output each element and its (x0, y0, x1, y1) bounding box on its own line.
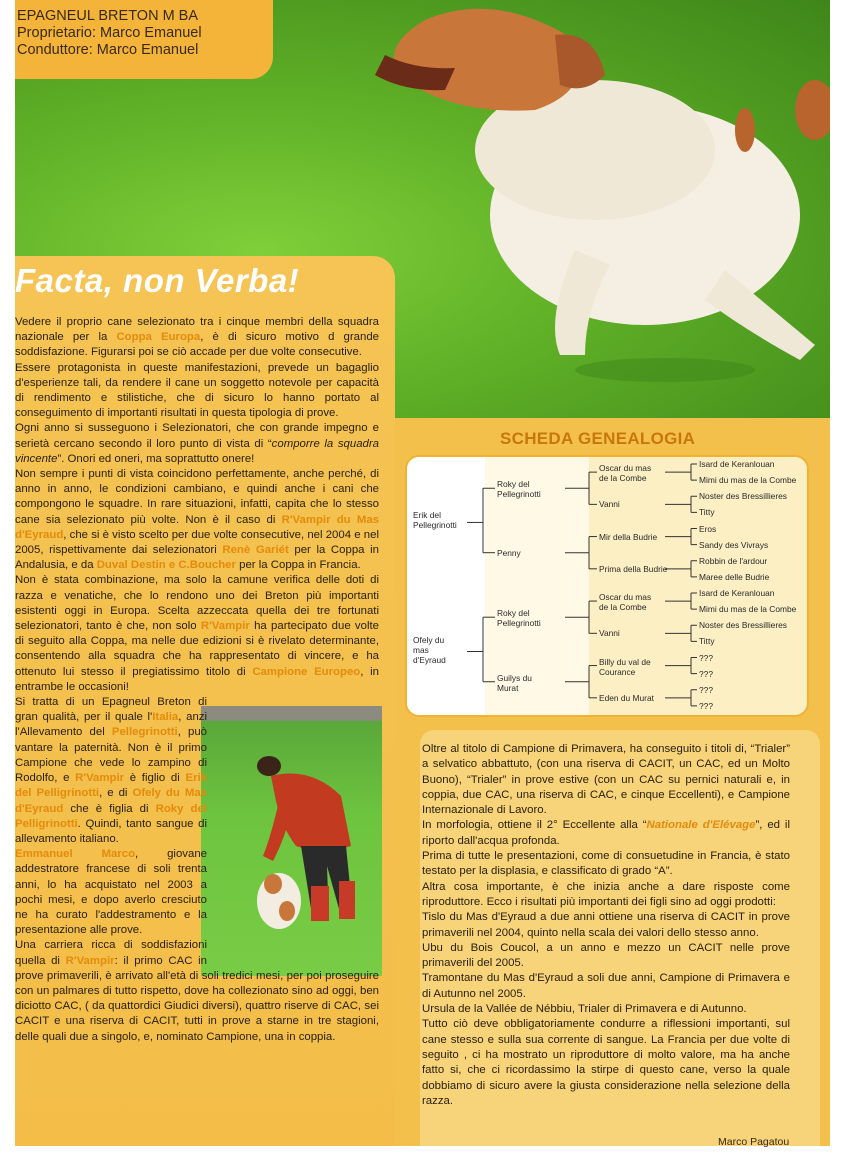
pedigree-name: Noster des Bressillieres (699, 491, 787, 502)
highlighted-name: Nationale d'Elévage (646, 819, 756, 832)
paragraph-text: Tutto ciò deve obbligatoriamente condurre a riflessioni importanti, sul cane stesso e sulla sua corrente di sangue. La Francia per due volte di seguito , ci ha mostrato un riproduttore di molto valore, ma ha anche fatto si, che ci ricordassimo la stirpe di questo cane, verso la quale dobbiamo di sicuro avere la giusta considerazione nella selezione della razza. (422, 1018, 790, 1107)
highlighted-name: Renè Gariét (222, 544, 289, 557)
pedigree-name: Vanni (599, 628, 620, 639)
pedigree-name: Mimi du mas de la Combe (699, 604, 797, 615)
paragraph-text: per la Coppa in Andalusia, e da (15, 544, 379, 572)
paragraph-text: per la Coppa in Francia. (235, 559, 361, 572)
paragraph-text: Altra cosa importante, è che inizia anche a dare risposte come riproduttore. Ecco i risultati più importanti dei figli sino ad oggi prodotti: (422, 880, 790, 908)
pedigree-name: Noster des Bressillieres (699, 620, 787, 631)
pedigree-name: Sandy des Vivrays (699, 539, 769, 550)
highlighted-name: Erik del Pelligrinotti (15, 772, 207, 800)
paragraph-text: Prima di tutte le presentazioni, come di consuetudine in Francia, è stato testato per la displasia, e classificato di grado “A”. (422, 850, 790, 878)
pedigree-name: Prima della Budrie (599, 563, 668, 574)
highlighted-name: Roky del Pelligrinotti (15, 802, 207, 830)
article-paragraph (15, 315, 379, 361)
paragraph-text: Una carriera ricca di soddisfazioni quella di (15, 939, 207, 967)
highlighted-name: R'Vampir (65, 954, 115, 967)
dog-breed-line: EPAGNEUL BRETON M BA (17, 8, 199, 24)
paragraph-text: Oltre al titolo di Campione di Primavera, ha conseguito i titoli di, “Trialer” a selvatico abbattuto, (con una riserva di CACIT, un CAC, ed un Molto Buono), “Trialer” in prove estive (con un CAC su pernici naturali e, in coppia, due CAC, una riserva di CAC, e cinque Eccellenti), e Campione Internazionale di Lavoro. (422, 743, 790, 817)
pedigree-name: ??? (699, 668, 713, 679)
pedigree-name: Titty (699, 507, 715, 518)
pedigree-name: Vanni (599, 499, 620, 510)
pedigree-name: Mimi du mas de la Combe (699, 475, 797, 486)
article-paragraph (15, 467, 379, 573)
results-paragraph (422, 742, 790, 818)
highlighted-name: Pellegrinotti (111, 726, 178, 739)
paragraph-text: è figlio di (124, 772, 186, 785)
pedigree-chart (405, 455, 809, 717)
paragraph-text: comporre la squadra vincente (15, 437, 380, 465)
results-paragraph (422, 971, 790, 1002)
pedigree-name: Oscar du mas de la Combe (599, 592, 652, 613)
pedigree-name: Ofely du mas d'Eyraud (413, 635, 446, 666)
paragraph-text: ”. Onori ed oneri, ma soprattutto onere! (57, 452, 255, 465)
pedigree-name: Mir della Budrie (599, 531, 658, 542)
pedigree-name: ??? (699, 652, 713, 663)
highlighted-name: Duval Destin e C.Boucher (96, 559, 236, 572)
pedigree-name: Robbin de l'ardour (699, 555, 768, 566)
highlighted-name: Emmanuel Marco (15, 848, 136, 861)
pedigree-name: Isard de Keranlouan (699, 588, 775, 598)
pedigree-name: Roky del Pellegrinotti (497, 608, 541, 629)
paragraph-text: , è di sicuro motivo d grande soddisfazione. Figurarsi poi se ciò accade per due volte consecutive. (15, 331, 380, 359)
paragraph-text: Tramontane du Mas d'Eyraud a soli due anni, Campione di Primavera e di Autunno nel 2005. (422, 972, 790, 1000)
paragraph-text: ”, ed il riporto dall'acqua profonda. (422, 819, 790, 847)
paragraph-text: , in entrambe le occasioni! (15, 665, 379, 693)
highlighted-name: Italia (152, 711, 179, 724)
article-paragraph (15, 361, 379, 422)
paragraph-text: . Quindi, tanto sangue di allevamento italiano. (15, 817, 207, 845)
paragraph-text: , che si è visto scelto per due volte consecutive, nel 2004 e nel 2005, rispettivamente dai selezionatori (15, 528, 379, 557)
genealogy-heading: SCHEDA GENEALOGIA (500, 429, 696, 448)
paragraph-text: , e di (99, 787, 133, 800)
pedigree-name: Oscar du mas de la Combe (599, 463, 652, 484)
photo-float-spacer (207, 691, 379, 961)
pedigree-name: Eros (699, 523, 717, 534)
pedigree-name: Roky del Pellegrinotti (497, 479, 541, 500)
dog-info-box (15, 0, 273, 79)
pedigree-name: Isard de Keranlouan (699, 459, 775, 469)
results-paragraph (422, 1017, 790, 1109)
paragraph-text: Vedere il proprio cane selezionato tra i cinque membri della squadra nazionale per la (15, 316, 379, 344)
paragraph-text: Si tratta di un Epagneul Breton di gran qualità, per il quale l' (15, 696, 207, 724)
paragraph-text: , giovane addestratore francese di soli trenta anni, lo ha acquistato nel 2003 a pochi mesi, e dopo averlo cresciuto ne ha curato l'addestramento e la presentazione alle prove. (15, 848, 207, 937)
paragraph-text: Essere protagonista in queste manifestazioni, prevede un bagaglio d'esperienze tali, da rendere il cane un soggetto notevole per capacità di rendimento e stilistiche, che di sicuro lo hanno portato al conseguimento di importanti risultati in questa tipologia di prove. (15, 361, 379, 420)
paragraph-text: : il primo CAC in prove primaverili, è arrivato all'età di soli tredici mesi, per poi proseguire con un palmares di tutto rispetto, dove ha collezionato sino ad oggi, ben diciotto CAC, ( da quattordici Giudici diversi), quattro riserve di CAC, sei CACIT e una riserva di CACIT, tutti in prove a starne in tre stagioni, delle quali due a singolo, e, nominato Campione, una in coppia. (15, 954, 379, 1043)
results-paragraph (422, 910, 790, 941)
article-paragraph (15, 421, 379, 467)
handler-line: Conduttore: Marco Emanuel (17, 42, 199, 58)
pedigree-name: Penny (497, 547, 521, 558)
article-body (15, 315, 379, 1045)
paragraph-text: Non è stata combinazione, ma solo la camune verifica delle doti di razza e venatiche, che lo rendono uno dei Breton più importanti esistenti oggi in Europa. Scelta azzeccata quella dei tre fortunati selezionatori, tanto è che, non solo (15, 574, 379, 633)
pedigree-name: Erik del Pellegrinotti (413, 510, 457, 531)
results-paragraph (422, 941, 790, 972)
pedigree-name: ??? (699, 684, 713, 695)
paragraph-text: che è figlia di (63, 802, 156, 815)
paragraph-text: ha partecipato due volte di seguito alla Coppa, ma nelle due edizioni si è rivelato determinante, consentendo alla squadra che ha rappresentato di vincere, e ha ottenuto lui stesso il pregiatissimo titolo di (15, 620, 379, 678)
author-signature: Marco Pagatou (718, 1136, 790, 1148)
highlighted-name: R'Vampir (75, 772, 125, 785)
highlighted-name: Campione Europeo (252, 665, 361, 678)
pedigree-name: Maree delle Budrie (699, 571, 770, 582)
results-text (422, 742, 790, 1109)
pedigree-name: Billy du val de Courance (599, 656, 651, 677)
highlighted-name: R'Vampir (200, 620, 250, 633)
pedigree-name: Guilys du Murat (497, 672, 532, 693)
results-paragraph (422, 880, 790, 911)
paragraph-text: In morfologia, ottiene il 2° Eccellente alla “ (422, 819, 647, 832)
article-paragraph (15, 573, 379, 695)
paragraph-text: Non sempre i punti di vista coincidono perfettamente, anche perché, di anno in anno, le condizioni cambiano, e quindi anche i cani che compongono le squadre. In rare situazioni, infatti, capita che lo stesso cane sia selezionato più volte. Non è il caso di (15, 468, 379, 526)
paragraph-text: , può vantare la paternità. Non è il primo Campione che vede lo zampino di Rodolfo, e (15, 726, 207, 785)
pedigree-name: ??? (699, 700, 713, 711)
results-paragraph (422, 1002, 790, 1017)
paragraph-text: Ubu du Bois Coucol, a un anno e mezzo un CACIT nelle prove primaverili del 2005. (422, 941, 790, 970)
pedigree-name: Eden du Murat (599, 692, 654, 703)
paragraph-text: Ogni anno si susseguono i Selezionatori, che con grande impegno e serietà cercano secondo il loro punto di vista di “ (15, 422, 379, 450)
dog-illustration (345, 0, 830, 418)
highlighted-name: R'Vampir du Mas d'Eyraud (15, 513, 379, 541)
pedigree-name: Titty (699, 636, 715, 647)
paragraph-text: Tislo du Mas d'Eyraud a due anni ottiene una riserva di CACIT in prove primaverili nel 2004, quinto nella scala dei valori dello stesso anno. (422, 911, 790, 939)
owner-line: Proprietario: Marco Emanuel (17, 25, 202, 41)
paragraph-text: Ursula de la Vallée de Nébbiu, Trialer di Primavera e di Autunno. (422, 1003, 747, 1016)
highlighted-name: Ofely du Mas d'Eyraud (15, 787, 207, 815)
results-paragraph (422, 818, 790, 849)
article-title: Facta, non Verba! (15, 262, 300, 299)
paragraph-text: , anzi l'Allevamento del (15, 711, 208, 739)
results-paragraph (422, 849, 790, 880)
highlighted-name: Coppa Europa (116, 331, 201, 344)
